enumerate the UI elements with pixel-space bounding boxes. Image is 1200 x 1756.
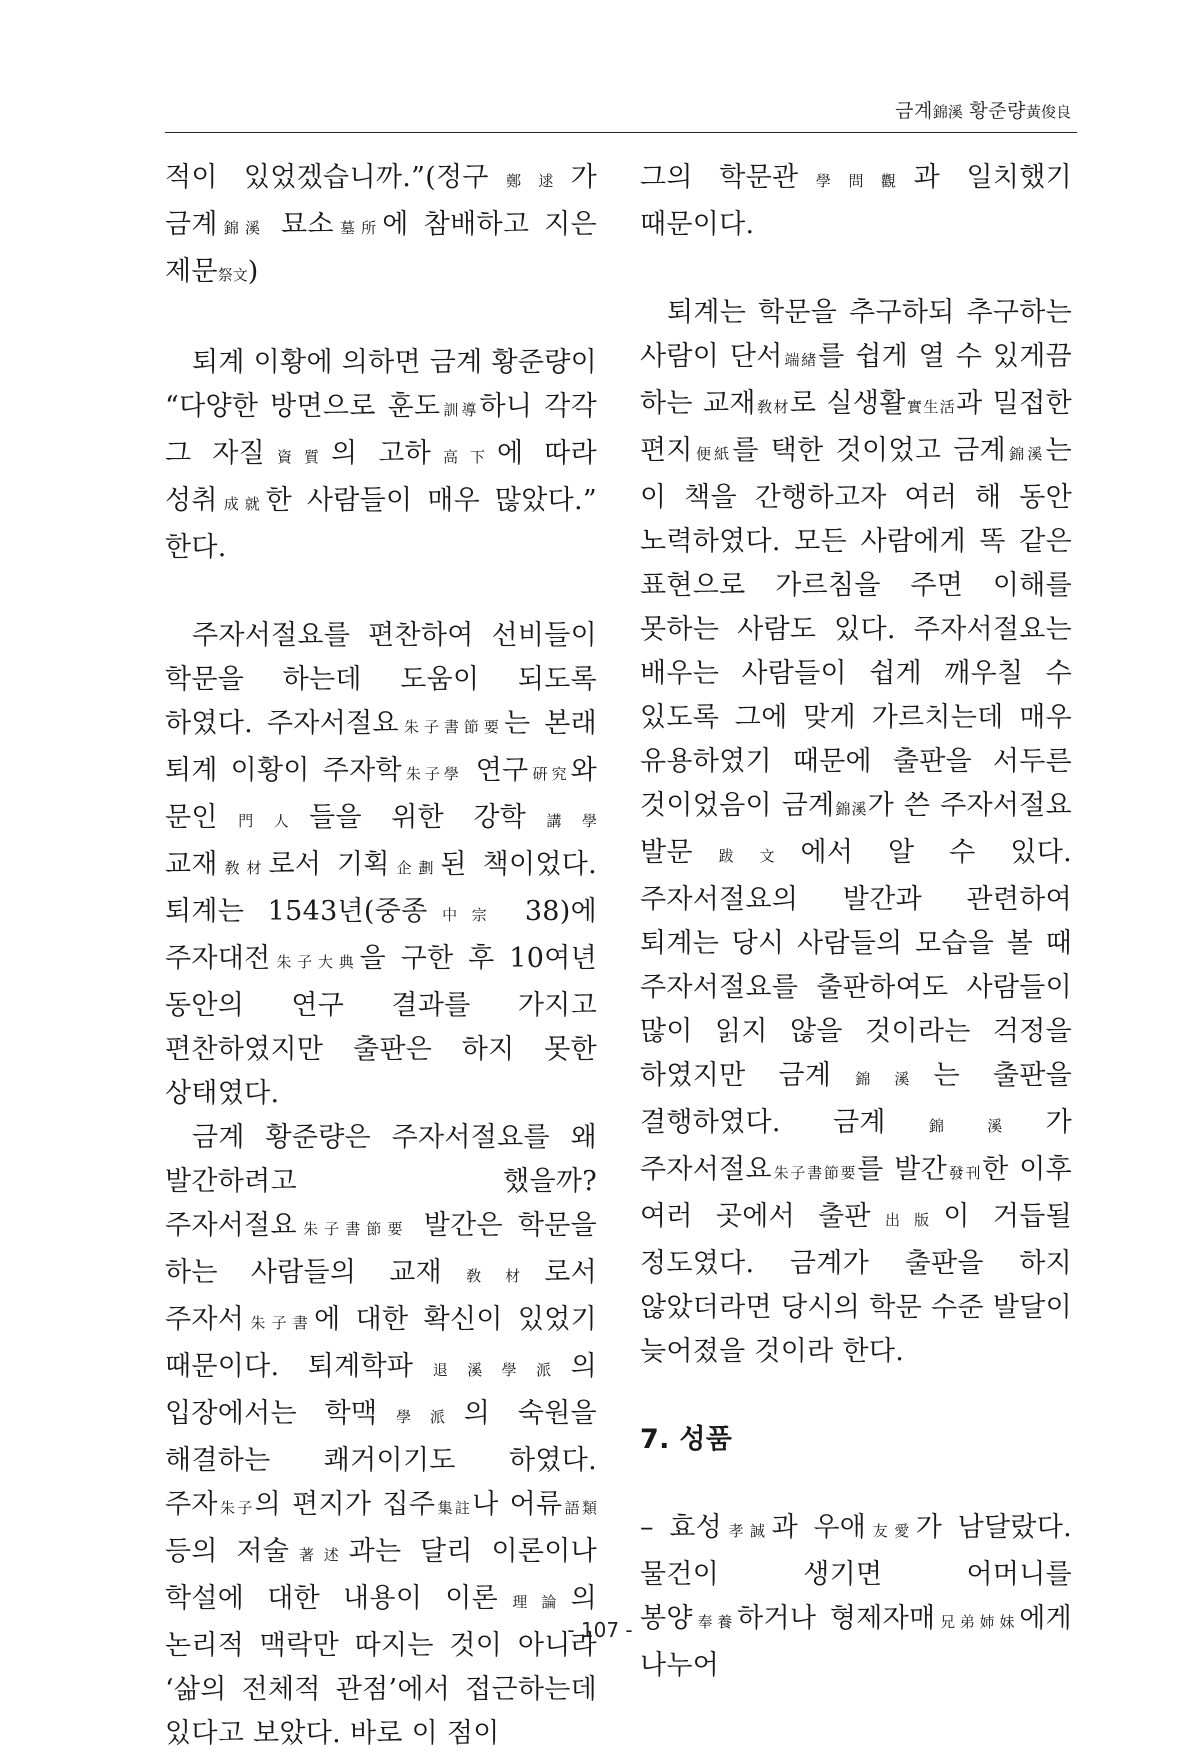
hanja-gloss: 語類 (562, 1499, 597, 1517)
hanja-gloss: 中宗 (427, 906, 502, 924)
hanja-gloss: 端緖 (782, 351, 819, 369)
hanja-gloss: 錦溪 (932, 103, 963, 121)
hanja-gloss: 敎材 (441, 1267, 545, 1285)
hanja-gloss: 出版 (870, 1211, 944, 1229)
hanja-gloss: 朱子書節要 (398, 718, 504, 736)
hanja-gloss: 朱子書節要 (296, 1220, 409, 1238)
hanja-gloss: 資質 (265, 448, 331, 466)
paragraph: 적이 있었겠습니까.”(정구鄭逑가 금계錦溪 묘소墓所에 참배하고 지은 제문祭文) (165, 162, 597, 287)
hanja-gloss: 友愛 (866, 1522, 916, 1540)
hanja-gloss: 錦溪 (217, 219, 267, 237)
hanja-gloss: 高下 (431, 448, 497, 466)
paragraph: 금계 황준량은 주자서절요를 왜 발간하려고 했을까? 주자서절요朱子書節要 발간은 학문을 하는 사람들의 교재敎材로서 주자서朱子書에 대한 확신이 있었기 때문이다. 퇴계학파退溪學派의 입장에서는 학맥學派의 숙원을 해결하는 쾌거이기도 하였다. 주자朱子의 편지가 집주集註나 어류語類 등의 저술著述과는 달리 이론이나 학설에 대한 내용이 이론理論의 논리적 맥락만 따지는 것이 아니라 ‘삶의 전체적 관점’에서 접근하는데 있다고 보았다. 바로 이 점이 (165, 1122, 597, 1749)
hanja-gloss: 錦溪 (885, 1117, 1046, 1135)
hanja-gloss: 成就 (217, 495, 266, 513)
hanja-gloss: 朱子學 (401, 765, 463, 783)
hanja-gloss: 集註 (435, 1499, 473, 1517)
hanja-gloss: 跋文 (692, 847, 801, 865)
paragraph: 그의 학문관學問觀과 일치했기 때문이다. (640, 162, 1072, 240)
paragraph-gap (165, 570, 597, 614)
paragraph: 퇴계 이황에 의하면 금계 황준량이 “다양한 방면으로 훈도訓導하니 각각 그 자질資質의 고하高下에 따라 성취成就한 사람들이 매우 많았다.” 한다. (165, 347, 597, 563)
page-number: - 107 - (567, 1618, 633, 1642)
hanja-gloss: 奉養 (692, 1613, 738, 1631)
paragraph: – 효성孝誠과 우애友愛가 남달랐다. 물건이 생기면 어머니를 봉양奉養하거나 형제자매兄弟姉妹에게 나누어 (640, 1512, 1072, 1681)
hanja-gloss: 孝誠 (721, 1522, 772, 1540)
paragraph-gap (165, 297, 597, 341)
hanja-gloss: 錦溪 (831, 1070, 934, 1088)
hanja-gloss: 學問觀 (798, 172, 914, 190)
hanja-gloss: 發刊 (947, 1164, 983, 1182)
hanja-gloss: 朱子書節要 (771, 1164, 858, 1182)
right-column (640, 156, 1072, 1688)
hanja-gloss: 朱子書 (244, 1314, 315, 1332)
left-column (165, 156, 597, 1756)
hanja-gloss: 朱子大典 (270, 953, 360, 971)
hanja-gloss: 訓導 (440, 401, 480, 419)
paragraph: 퇴계는 학문을 추구하되 추구하는 사람이 단서端緖를 쉽게 열 수 있게끔 하는 교재敎材로 실생활實生活과 밀접한 편지便紙를 택한 것이었고 금계錦溪는 이 책을 간행하고자 여러 해 동안 노력하였다. 모든 사람에게 똑 같은 표현으로 가르침을 주면 이해를 못하는 사람도 있다. 주자서절요는 배우는 사람들이 쉽게 깨우칠 수 있도록 그에 맞게 가르치는데 매우 유용하였기 때문에 출판을 서두른 것이었음이 금계錦溪가 쓴 주자서절요 발문跋文에서 알 수 있다. 주자서절요의 발간과 관련하여 퇴계는 당시 사람들의 모습을 볼 때 주자서절요를 출판하여도 사람들이 많이 읽지 않을 것이라는 걱정을 하였지만 금계錦溪는 출판을 결행하였다. 금계錦溪가 주자서절요朱子書節要를 발간發刊한 이후 여러 곳에서 출판出版이 거듭될 정도였다. 금계가 출판을 하지 않았더라면 당시의 학문 수준 발달이 늦어졌을 것이라 한다. (640, 297, 1072, 1367)
hanja-gloss: 墓所 (333, 219, 383, 237)
hanja-gloss: 朱子 (217, 1499, 255, 1517)
section-heading: 7. 성품 (640, 1424, 733, 1455)
hanja-gloss: 祭文 (217, 266, 248, 284)
paragraph-gap (640, 247, 1072, 291)
running-header (165, 94, 1077, 133)
header-title: 금계錦溪 황준량黃俊良 (895, 100, 1071, 122)
hanja-gloss: 硏究 (528, 765, 571, 783)
hanja-gloss: 實生活 (905, 398, 957, 416)
hanja-gloss: 學派 (377, 1408, 464, 1426)
hanja-gloss: 退溪學派 (413, 1361, 571, 1379)
hanja-gloss: 鄭逑 (488, 172, 571, 190)
hanja-gloss: 企劃 (389, 859, 441, 877)
paragraph: 주자서절요를 편찬하여 선비들이 학문을 하는데 도움이 되도록 하였다. 주자서절요朱子書節要는 본래 퇴계 이황이 주자학朱子學 연구硏究와 문인門人들을 위한 강학講學 교재敎材로서 기획企劃된 책이었다. 퇴계는 1543년(중종中宗 38)에 주자대전朱子大典을 구한 후 10여년 동안의 연구 결과를 가지고 편찬하였지만 출판은 하지 못한 상태였다. (165, 620, 597, 1109)
hanja-gloss: 黃俊良 (1025, 103, 1071, 121)
hanja-gloss: 敎材 (217, 859, 269, 877)
hanja-gloss: 敎材 (755, 398, 790, 416)
hanja-gloss: 理論 (498, 1593, 571, 1611)
hanja-gloss: 門人 (217, 812, 310, 830)
paragraph-gap (640, 1374, 1072, 1418)
paragraph-gap (640, 1462, 1072, 1506)
hanja-gloss: 著述 (289, 1546, 349, 1564)
hanja-gloss: 錦溪 (1006, 445, 1046, 463)
hanja-gloss: 錦溪 (834, 800, 868, 818)
hanja-gloss: 講學 (526, 812, 597, 830)
hanja-gloss: 兄弟姉妹 (935, 1613, 1020, 1631)
hanja-gloss: 便紙 (692, 445, 733, 463)
